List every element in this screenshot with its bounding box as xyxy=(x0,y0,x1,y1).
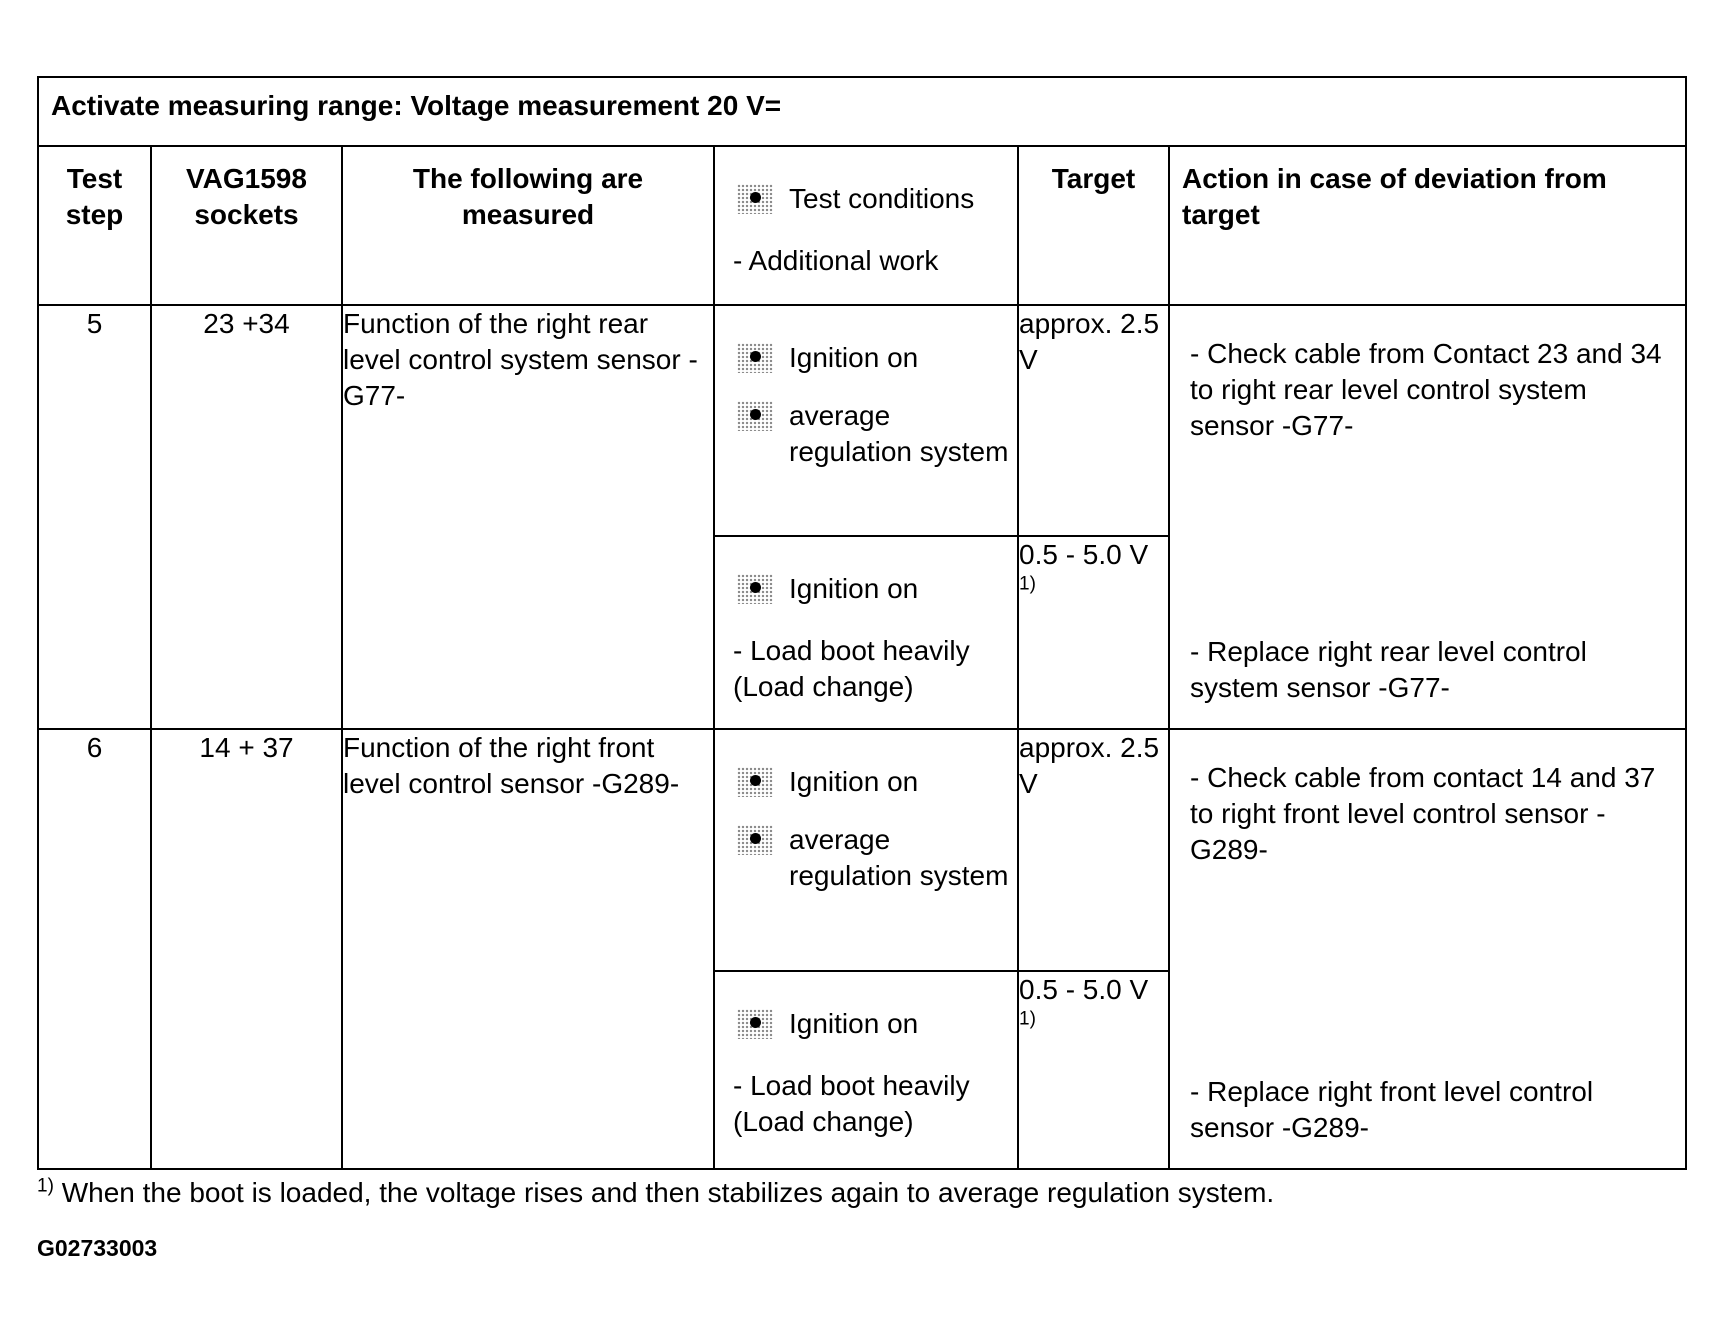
range-header-row xyxy=(38,77,1686,146)
conditions-cell xyxy=(714,305,1018,536)
action-cell xyxy=(1169,305,1686,729)
conditions-cell xyxy=(714,729,1018,971)
dotted-bullet-icon xyxy=(737,825,773,855)
action-replace: - Replace right rear level control system sensor -G77- xyxy=(1190,636,1587,703)
footnote-marker: 1) xyxy=(1019,1008,1036,1030)
action-check: - Check cable from contact 14 and 37 to right front level control sensor -G289- xyxy=(1190,762,1656,865)
test-step-cell: 6 xyxy=(38,729,151,1169)
target-cell: approx. 2.5 V xyxy=(1018,305,1169,536)
header-test-step: Test step xyxy=(38,146,151,305)
action-cell xyxy=(1169,729,1686,1169)
condition-ignition: Ignition on xyxy=(715,571,1017,607)
dotted-bullet-icon xyxy=(737,343,773,373)
table-row xyxy=(38,305,1686,536)
header-measured: The following are measured xyxy=(342,146,714,305)
footnote-marker: 1) xyxy=(1019,573,1036,595)
column-header-row xyxy=(38,146,1686,305)
condition-load: - Load boot heavily (Load change) xyxy=(733,1070,970,1137)
dotted-bullet-icon xyxy=(737,1009,773,1039)
action-check: - Check cable from Contact 23 and 34 to right rear level control system sensor -G77- xyxy=(1190,338,1662,441)
measured-cell: Function of the right front level control sensor -G289- xyxy=(342,729,714,1169)
measured-cell: Function of the right rear level control system sensor -G77- xyxy=(342,305,714,729)
condition-regulation: average regulation system xyxy=(715,822,1017,894)
dotted-bullet-icon xyxy=(737,767,773,797)
conditions-cell xyxy=(714,971,1018,1169)
header-action: Action in case of deviation from target xyxy=(1169,146,1686,305)
condition-ignition: Ignition on xyxy=(715,340,1017,376)
footnote xyxy=(37,1175,1274,1211)
target-cell: approx. 2.5 V xyxy=(1018,729,1169,971)
condition-load: - Load boot heavily (Load change) xyxy=(733,635,970,702)
condition-regulation: average regulation system xyxy=(715,398,1017,470)
footnote-marker: 1) xyxy=(37,1175,54,1197)
test-step-cell: 5 xyxy=(38,305,151,729)
condition-ignition: Ignition on xyxy=(715,764,1017,800)
measurement-table xyxy=(37,76,1687,1170)
dotted-bullet-icon xyxy=(737,574,773,604)
conditions-cell xyxy=(714,536,1018,729)
header-conditions xyxy=(714,146,1018,305)
header-sockets: VAG1598 sockets xyxy=(151,146,342,305)
table-row xyxy=(38,729,1686,971)
sockets-cell: 23 +34 xyxy=(151,305,342,729)
footnote-text: When the boot is loaded, the voltage rises and then stabilizes again to average regulation system. xyxy=(61,1177,1275,1208)
dotted-bullet-icon xyxy=(737,401,773,431)
range-header: Activate measuring range: Voltage measurement 20 V= xyxy=(38,77,1686,146)
sockets-cell: 14 + 37 xyxy=(151,729,342,1169)
figure-id: G02733003 xyxy=(37,1235,158,1261)
condition-ignition: Ignition on xyxy=(715,1006,1017,1042)
header-target: Target xyxy=(1018,146,1169,305)
header-test-conditions: Test conditions xyxy=(715,181,1017,217)
header-additional-work: - Additional work xyxy=(733,245,939,276)
dotted-bullet-icon xyxy=(737,184,773,214)
action-replace: - Replace right front level control sensor -G289- xyxy=(1190,1076,1594,1143)
target-cell: 0.5 - 5.0 V $^{1)}$ xyxy=(1018,536,1169,729)
target-cell: 0.5 - 5.0 V $^{1)}$ xyxy=(1018,971,1169,1169)
